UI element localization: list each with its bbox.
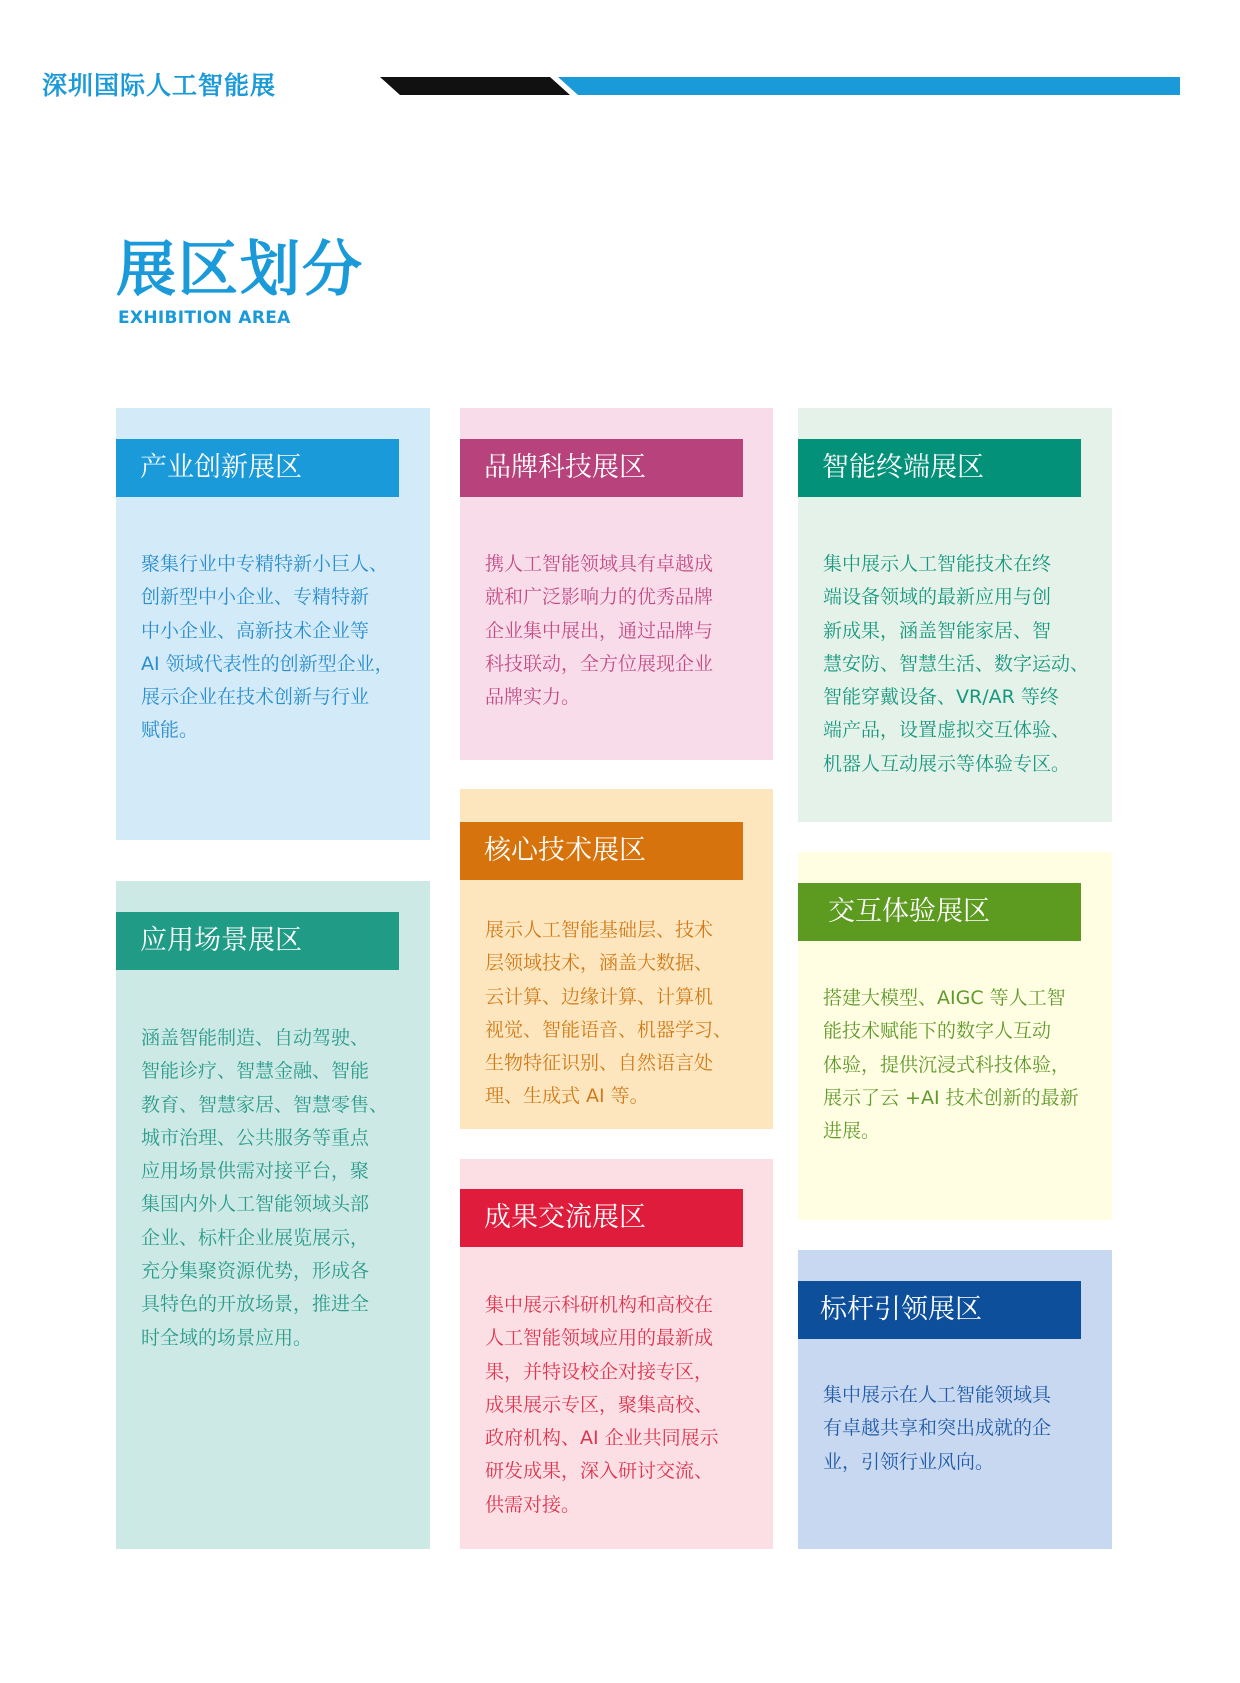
zone-title: 品牌科技展区 [460, 439, 743, 497]
page-title: 展区划分 [116, 235, 364, 305]
zone-title: 成果交流展区 [460, 1189, 743, 1247]
zone-description: 集中展示人工智能技术在终 端设备领域的最新应用与创 新成果，涵盖智能家居、智 慧安防、智慧生活、数字运动、 智能穿戴设备、VR/AR 等终 端产品，设置虚拟交互体验、 机器人互动展示等体验专区。 [823, 553, 1090, 775]
zone-description: 聚集行业中专精特新小巨人、 创新型中小企业、专精特新 中小企业、高新技术企业等 AI 领域代表性的创新型企业， 展示企业在技术创新与行业 赋能。 [141, 553, 394, 742]
zone-title: 智能终端展区 [798, 439, 1081, 497]
zone-interactive-experience [798, 852, 1112, 1220]
zone-description: 集中展示科研机构和高校在 人工智能领域应用的最新成 果，并特设校企对接专区， 成果展示专区，聚集高校、 政府机构、AI 企业共同展示 研发成果，深入研讨交流、 供需对接。 [485, 1294, 719, 1516]
zone-title: 标杆引领展区 [798, 1281, 1081, 1339]
zone-title: 产业创新展区 [116, 439, 399, 497]
zone-brand-technology [460, 408, 773, 760]
zone-description: 搭建大模型、AIGC 等人工智 能技术赋能下的数字人互动 体验，提供沉浸式科技体验， 展示了云 +AI 技术创新的最新 进展。 [823, 987, 1079, 1143]
zone-title: 核心技术展区 [460, 822, 743, 880]
zone-description: 展示人工智能基础层、技术 层领域技术，涵盖大数据、 云计算、边缘计算、计算机 视觉、智能语音、机器学习、 生物特征识别、自然语言处 理、生成式 AI 等。 [485, 919, 733, 1108]
zone-application-scenarios [116, 881, 430, 1549]
zone-benchmark-leadership [798, 1250, 1112, 1549]
zone-achievements-exchange [460, 1159, 773, 1549]
brand-title: 深圳国际人工智能展 [42, 71, 277, 100]
zone-smart-terminals [798, 408, 1112, 822]
zone-title: 交互体验展区 [798, 883, 1081, 941]
zone-description: 携人工智能领域具有卓越成 就和广泛影响力的优秀品牌 企业集中展出，通过品牌与 科技联动，全方位展现企业 品牌实力。 [485, 553, 714, 709]
zone-industry-innovation [116, 408, 430, 840]
zone-description: 集中展示在人工智能领域具 有卓越共享和突出成就的企 业，引领行业风向。 [823, 1384, 1052, 1473]
header-stripe [380, 77, 1180, 95]
zone-title: 应用场景展区 [116, 912, 399, 970]
zone-core-technology [460, 789, 773, 1129]
page-subtitle: EXHIBITION AREA [118, 308, 291, 328]
zone-description: 涵盖智能制造、自动驾驶、 智能诊疗、智慧金融、智能 教育、智慧家居、智慧零售、 城市治理、公共服务等重点 应用场景供需对接平台，聚 集国内外人工智能领域头部 企业、标杆企业展览展示， 充分集聚资源优势，形成各 具特色的开放场景，推进全 时全域的场景应用。 [141, 1027, 389, 1349]
